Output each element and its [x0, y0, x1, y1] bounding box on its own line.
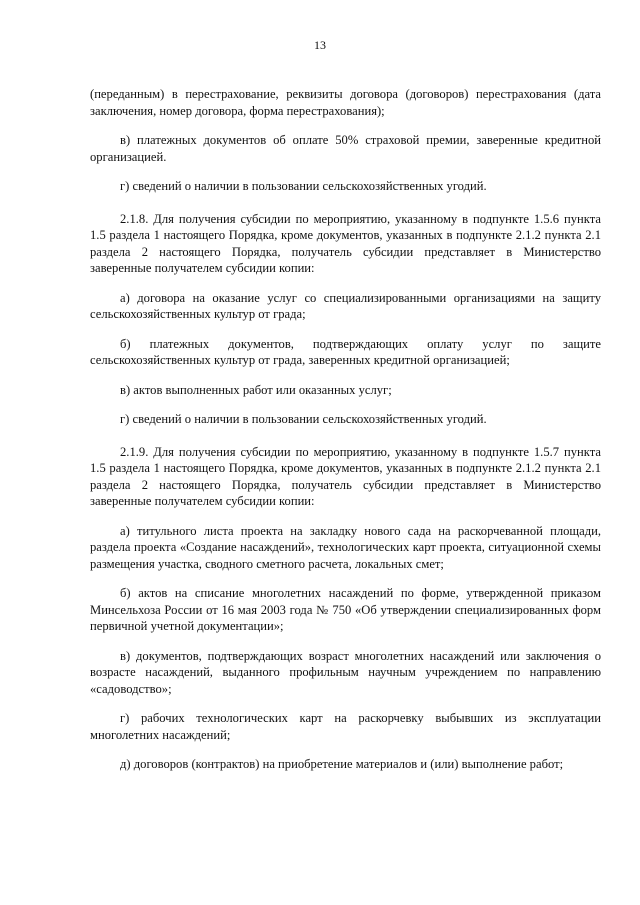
paragraph-2-1-9: 2.1.9. Для получения субсидии по мероприятию, указанному в подпункте 1.5.7 пункта 1.5 раздела 1 настоящего Порядка, кроме документов, указанных в подпункте 2.1.2 пункта 2.1 раздела 2 настоящего Порядка, получатель субсидии представляет в Министерство заверенные получателем субсидии копии: — [90, 444, 601, 508]
paragraph-2-1-8-item-v: в) актов выполненных работ или оказанных услуг; — [120, 382, 392, 397]
paragraph-2-1-8: 2.1.8. Для получения субсидии по мероприятию, указанному в подпункте 1.5.6 пункта 1.5 раздела 1 настоящего Порядка, кроме документов, указанных в подпункте 2.1.2 пункта 2.1 раздела 2 настоящего Порядка, получатель субсидии представляет в Министерство заверенные получателем субсидии копии: — [90, 211, 601, 275]
paragraph-2-1-8-item-b: б) платежных документов, подтверждающих оплату услуг по защите сельскохозяйственных культур от града, заверенных кредитной организацией; — [90, 336, 601, 367]
paragraph-2-1-9-item-a: а) титульного листа проекта на закладку нового сада на раскорчеванной площади, раздела проекта «Создание насаждений», технологических карт проекта, ситуационной схемы размещения участка, сводного сметного расчета, локальных смет; — [90, 523, 601, 571]
paragraph-2-1-9-item-v: в) документов, подтверждающих возраст многолетних насаждений или заключения о возрасте насаждений, выданного профильным научным учреждением по направлению «садоводство»; — [90, 648, 601, 696]
paragraph-2-1-9-item-g: г) рабочих технологических карт на раскорчевку выбывших из эксплуатации многолетних насаждений; — [90, 711, 601, 742]
paragraph-item-g-land-info: г) сведений о наличии в пользовании сельскохозяйственных угодий. — [120, 179, 487, 193]
document-body — [90, 86, 601, 786]
paragraph-2-1-8-item-a: а) договора на оказание услуг со специализированными организациями на защиту сельскохозяйственных культур от града; — [90, 290, 601, 321]
paragraph-continuation: (переданным) в перестрахование, реквизиты договора (договоров) перестрахования (дата заключения, номер договора, форма перестрахования); — [90, 87, 601, 118]
paragraph-2-1-9-item-b: б) актов на списание многолетних насаждений по форме, утвержденной приказом Минсельхоза России от 16 мая 2003 года № 750 «Об утверждении специализированных форм первичной учетной документации»; — [90, 586, 601, 633]
paragraph-2-1-9-item-d: д) договоров (контрактов) на приобретение материалов и (или) выполнение работ; — [120, 757, 564, 771]
page-number: 13 — [314, 38, 326, 52]
paragraph-item-v-payment-docs: в) платежных документов об оплате 50% страховой премии, заверенные кредитной организацией. — [90, 133, 601, 164]
paragraph-2-1-8-item-g: г) сведений о наличии в пользовании сельскохозяйственных угодий. — [120, 412, 487, 426]
